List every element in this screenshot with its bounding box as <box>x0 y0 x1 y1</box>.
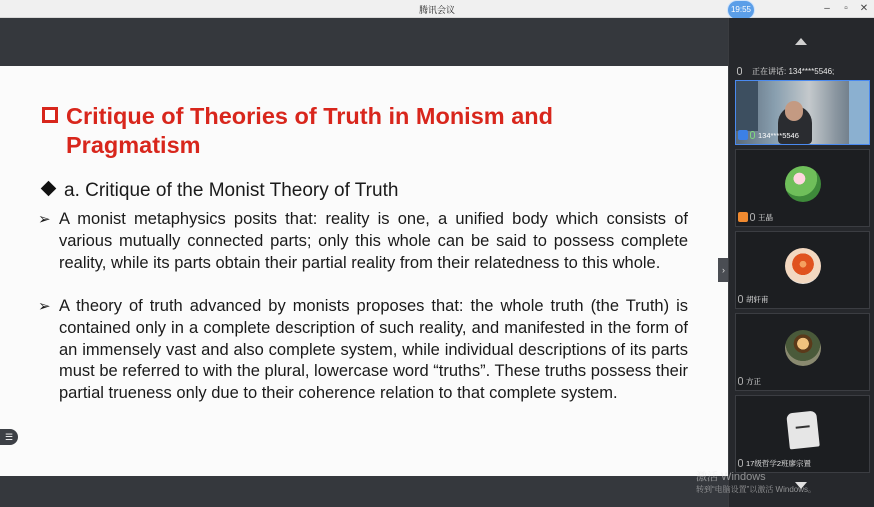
arrow-bullet-icon: ➢ <box>38 211 51 228</box>
slide-title-line1: Critique of Theories of Truth in Monism and <box>66 103 553 129</box>
window-title: 腾讯会议 <box>418 5 455 15</box>
participant-nametag <box>738 294 769 306</box>
microphone-icon <box>750 131 755 139</box>
participant-nametag <box>738 458 811 470</box>
slide-title <box>38 102 598 160</box>
microphone-icon <box>738 377 743 385</box>
participant-tile[interactable] <box>735 80 870 145</box>
watermark-line1: 激活 Windows <box>696 471 766 483</box>
participant-name: 134****5546 <box>758 131 799 140</box>
microphone-icon <box>750 213 755 221</box>
scroll-up-icon[interactable] <box>795 38 807 45</box>
participant-nametag <box>738 130 799 142</box>
stage-top-bar <box>0 18 728 66</box>
participant-nametag <box>738 376 761 388</box>
paragraph-text: A theory of truth advanced by monists proposes that: the whole truth (the Truth) is contained only in a complete description of such reality, and manifested in the form of an immensely vast and also complete system, while individual descriptions of its parts must be referred to with the plural, lowercase word “truths”. These truths possess their partial trueness only due to their coherence relation to that complete system. <box>59 297 688 403</box>
paragraph-text: A monist metaphysics posits that: reality is one, a unified body which consists of various mutually connected parts; only this whole can be said to possess complete reality, while its parts obtain their partial reality from their relatedness to this whole. <box>59 210 688 272</box>
slide-subheading <box>40 180 398 202</box>
participant-name: 方正 <box>746 377 761 386</box>
participant-tile[interactable] <box>735 395 870 473</box>
slide-paragraph <box>38 209 688 274</box>
speaking-label: 正在讲话: 134****5546; <box>752 67 835 76</box>
participant-name: 胡轩甫 <box>746 295 769 304</box>
list-icon[interactable]: ☰ <box>0 429 18 445</box>
participant-nametag <box>738 212 773 224</box>
restore-button[interactable]: ▫ <box>844 3 848 14</box>
avatar <box>785 248 821 284</box>
chevron-right-icon[interactable]: › <box>718 258 729 282</box>
windows-activation-watermark <box>696 470 816 495</box>
user-badge-icon <box>738 212 748 222</box>
participant-name: 王晶 <box>758 213 773 222</box>
avatar <box>785 330 821 366</box>
slide-title-line2: Pragmatism <box>66 132 201 158</box>
arrow-bullet-icon: ➢ <box>38 298 51 315</box>
avatar <box>785 166 821 202</box>
stage-bottom-bar <box>0 476 728 507</box>
host-badge-icon <box>738 130 748 140</box>
speaking-indicator <box>737 66 834 77</box>
square-bullet-icon <box>42 107 58 123</box>
participants-panel <box>728 18 874 507</box>
microphone-icon <box>738 295 743 303</box>
avatar <box>786 411 820 450</box>
slide-paragraph <box>38 296 688 405</box>
participant-tile[interactable] <box>735 231 870 309</box>
minimize-button[interactable]: – <box>824 3 830 14</box>
watermark-line2: 转到“电脑设置”以激活 Windows。 <box>696 485 817 494</box>
shared-slide <box>0 66 728 476</box>
microphone-icon <box>738 459 743 467</box>
diamond-bullet-icon <box>41 181 57 197</box>
close-button[interactable]: ✕ <box>859 3 869 14</box>
participant-name: 17级哲学2班廖宗置 <box>746 459 812 468</box>
participant-tile[interactable] <box>735 313 870 391</box>
microphone-icon <box>737 67 742 75</box>
participant-tile[interactable] <box>735 149 870 227</box>
subheading-text: a. Critique of the Monist Theory of Truth <box>64 180 399 201</box>
clock-badge: 19:55 <box>727 0 755 20</box>
